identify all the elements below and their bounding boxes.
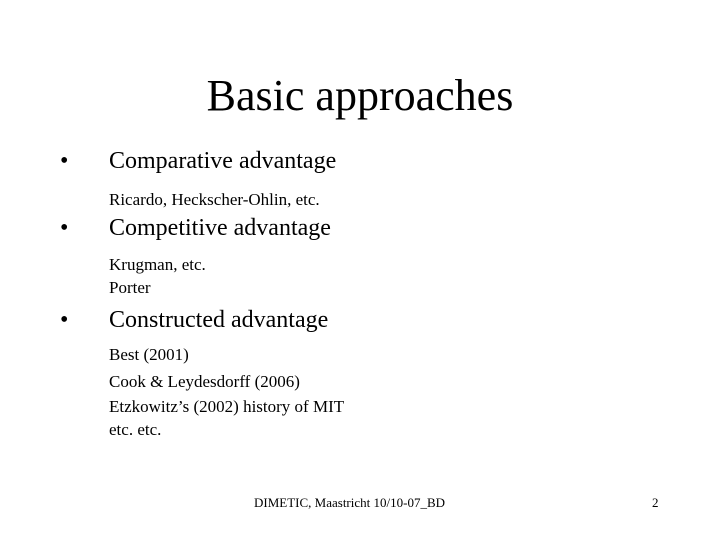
bullet-marker: •: [60, 148, 69, 174]
bullet-marker: •: [60, 215, 69, 241]
sub-item-ricardo: Ricardo, Heckscher-Ohlin, etc.: [109, 190, 320, 209]
page-number: 2: [652, 495, 659, 510]
bullet-marker: •: [60, 307, 69, 333]
sub-item-etc: etc. etc.: [109, 420, 162, 439]
bullet-constructed-advantage: Constructed advantage: [109, 307, 329, 333]
bullet-competitive-advantage: Competitive advantage: [109, 215, 331, 241]
sub-item-cook-leydesdorff: Cook & Leydesdorff (2006): [109, 372, 300, 391]
footer-text: DIMETIC, Maastricht 10/10-07_BD: [254, 495, 446, 510]
sub-item-etzkowitz: Etzkowitz’s (2002) history of MIT: [109, 397, 345, 416]
bullet-comparative-advantage: Comparative advantage: [109, 148, 337, 174]
slide-title: Basic approaches: [206, 71, 514, 120]
sub-item-krugman: Krugman, etc.: [109, 255, 206, 274]
sub-item-best: Best (2001): [109, 345, 189, 364]
sub-item-porter: Porter: [109, 278, 151, 297]
